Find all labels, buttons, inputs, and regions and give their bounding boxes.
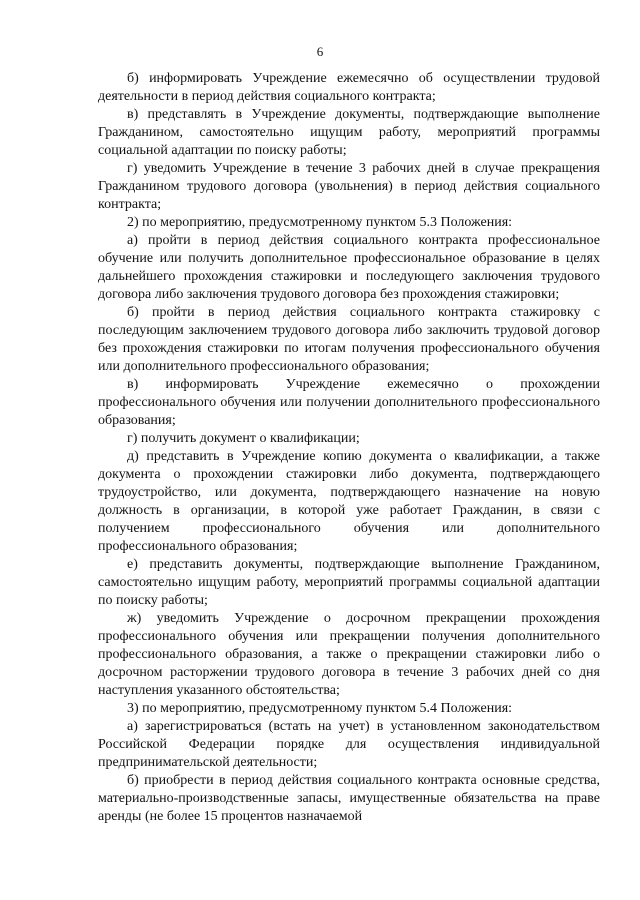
paragraph-3-heading: 3) по мероприятию, предусмотренному пунктом 5.4 Положения: — [127, 701, 513, 716]
page-number: 6 — [316, 44, 324, 59]
paragraph-1b-inform: б) информировать Учреждение ежемесячно об осуществлении трудовой деятельности в период действия социального контракта; — [98, 71, 600, 104]
paragraph-2g-qualification: г) получить документ о квалификации; — [127, 431, 360, 446]
paragraph-2a-training: а) пройти в период действия социального контракта профессиональное обучение или получить дополнительное профессиональное образование в целях дальнейшего прохождения стажировки и последующего заключения трудового договора либо заключения трудового договора без прохождения стажировки; — [98, 233, 600, 302]
paragraph-3b-acquire: б) приобрести в период действия социального контракта основные средства, материально-производственные запасы, имущественные обязательства на праве аренды (не более 15 процентов назначаемой — [98, 773, 600, 824]
document-body — [98, 70, 600, 826]
paragraph-3a-register: а) зарегистрироваться (встать на учет) в установленном законодательством Российской Федерации порядке для осуществления индивидуальной предпринимательской деятельности; — [98, 719, 600, 770]
paragraph-2-heading: 2) по мероприятию, предусмотренному пунктом 5.3 Положения: — [127, 215, 513, 230]
paragraph-2e-submit-docs: е) представить документы, подтверждающие выполнение Гражданином, самостоятельно ищущим работу, мероприятий программы социальной адаптации по поиску работы; — [98, 557, 600, 608]
paragraph-1v-submit-docs: в) представлять в Учреждение документы, подтверждающие выполнение Гражданином, самостоятельно ищущим работу, мероприятий программы социальной адаптации по поиску работы; — [98, 107, 600, 158]
paragraph-2b-internship: б) пройти в период действия социального контракта стажировку с последующим заключением трудового договора либо заключить трудовой договор без прохождения стажировки по итогам получения профессионального обучения или дополнительного профессионального образования; — [98, 305, 600, 374]
paragraph-2d-submit-copy: д) представить в Учреждение копию документа о квалификации, а также документа о прохождении стажировки либо документа, подтверждающего трудоустройство, или документа, подтверждающего назначение на новую должность в организации, в которой уже работает Гражданин, в связи с получением профессионального обучения или дополнительного профессионального образования; — [98, 449, 600, 554]
paragraph-2zh-notify: ж) уведомить Учреждение о досрочном прекращении прохождения профессионального обучения или прекращении получения дополнительного профессионального образования, а также о прекращении стажировки либо о досрочном расторжении трудового договора в течение 3 рабочих дней со дня наступления указанного обстоятельства; — [98, 611, 600, 698]
paragraph-1g-notify: г) уведомить Учреждение в течение 3 рабочих дней в случае прекращения Гражданином трудового договора (увольнения) в период действия социального контракта; — [98, 161, 600, 212]
paragraph-2v-inform: в) информировать Учреждение ежемесячно о прохождении профессионального обучения или получении дополнительного профессионального образования; — [98, 377, 600, 428]
